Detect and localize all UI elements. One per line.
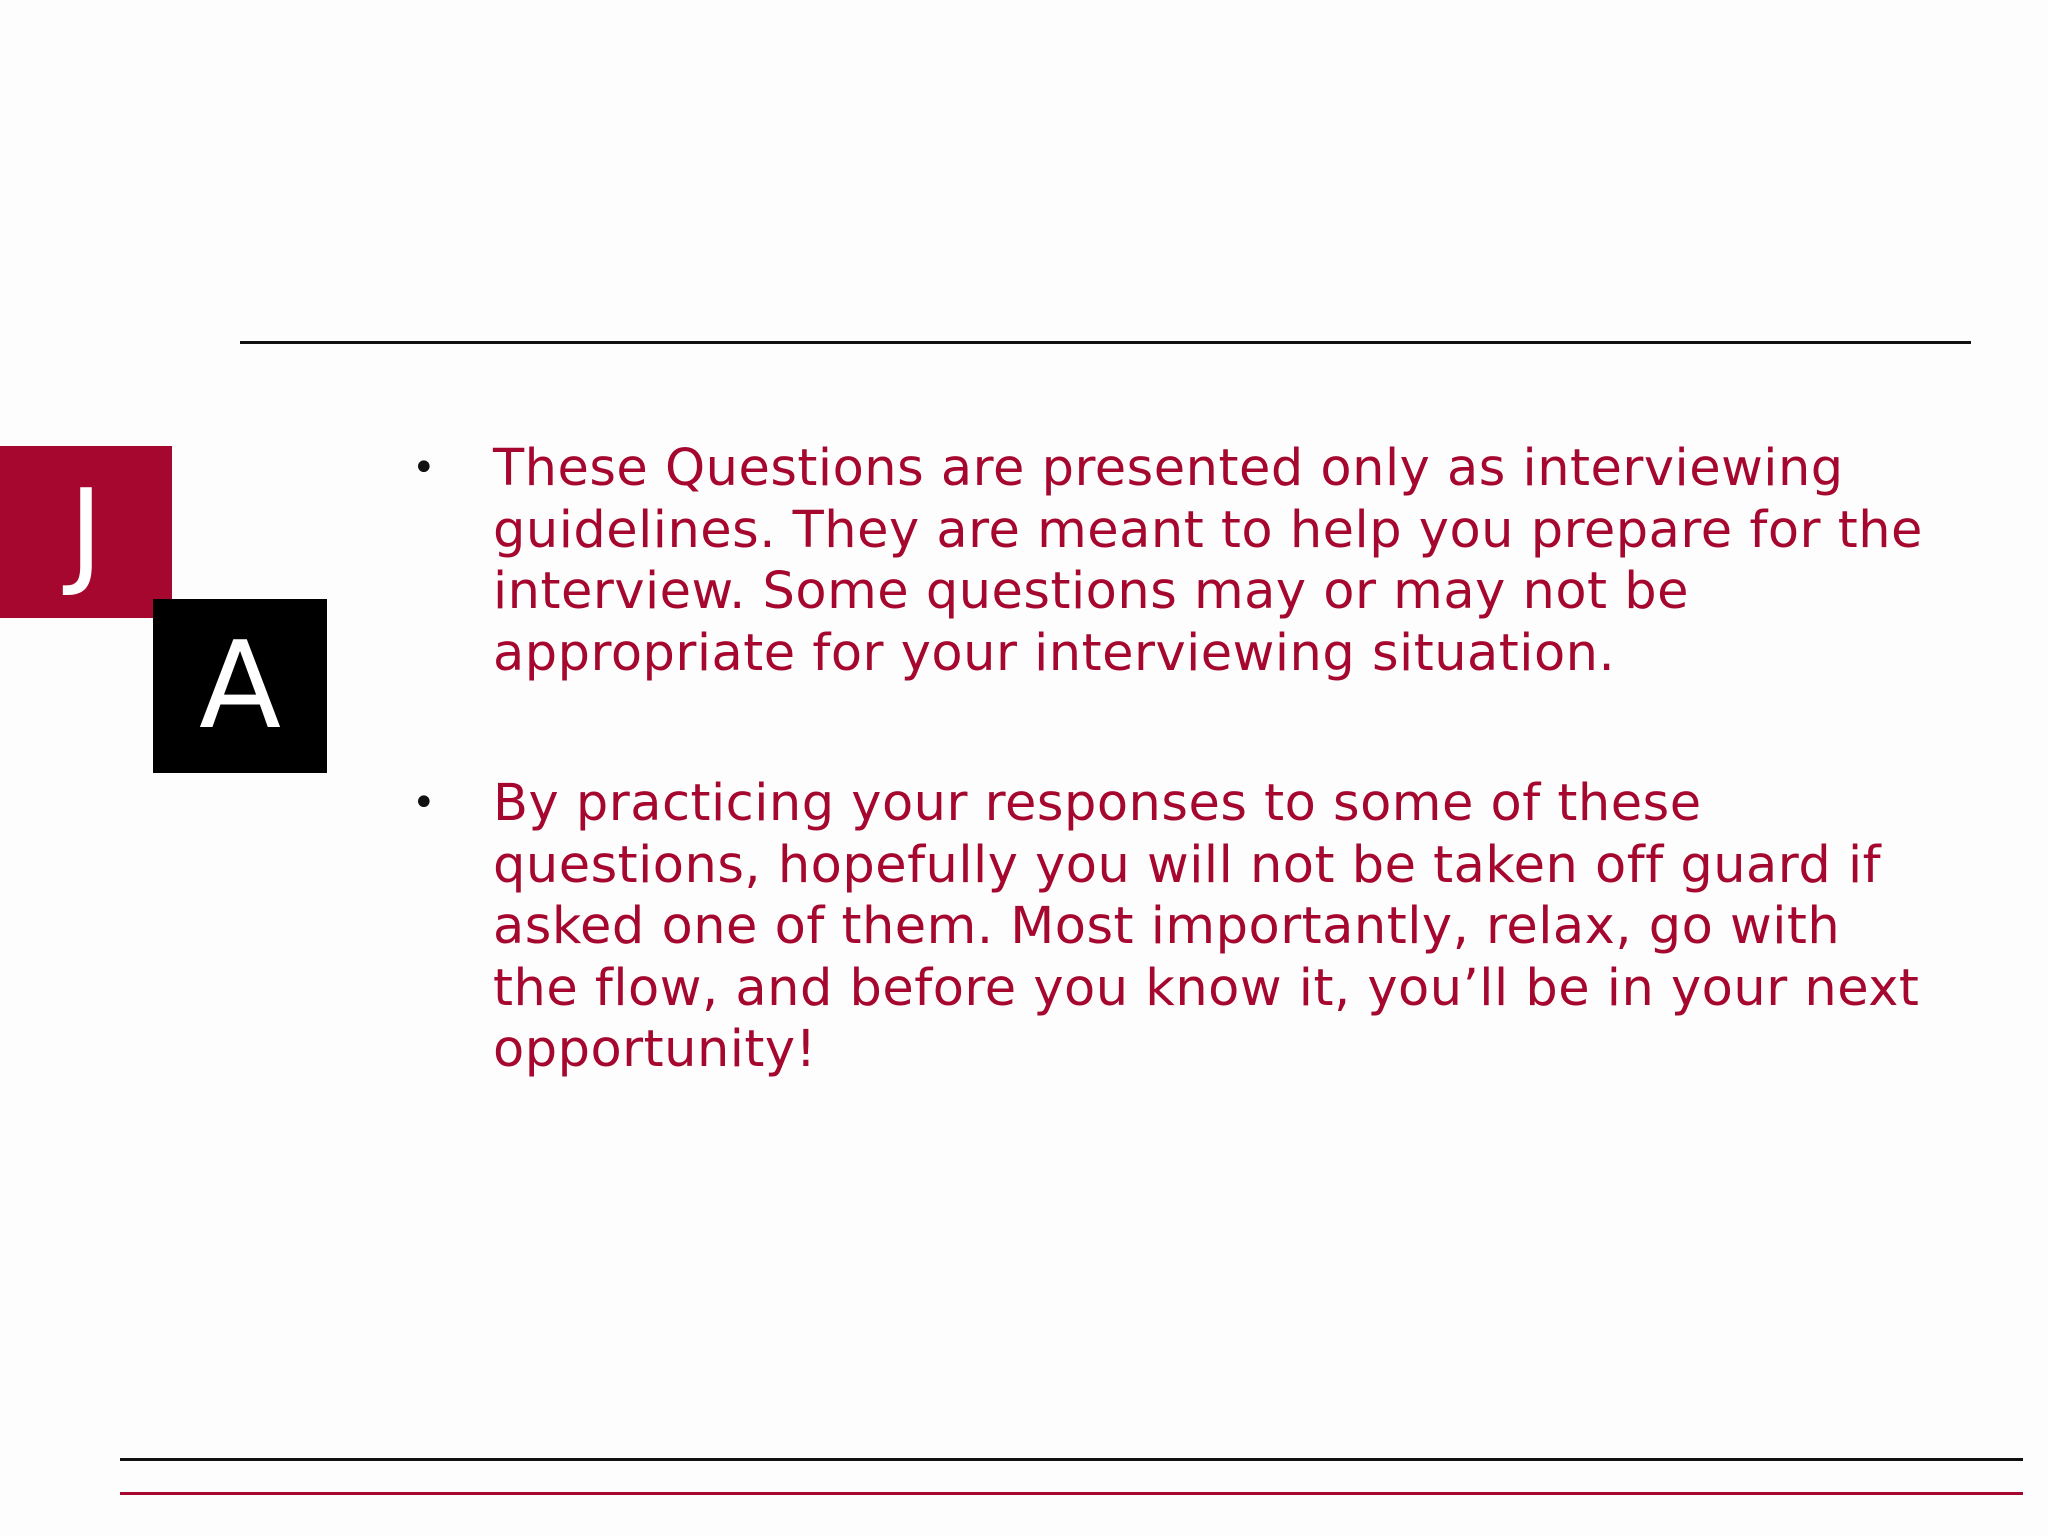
logo-letter-a: A bbox=[198, 616, 282, 756]
logo-letter-j: J bbox=[68, 464, 104, 600]
bullet-item bbox=[400, 438, 1940, 684]
bullet-icon: • bbox=[412, 445, 437, 491]
bottom-divider-red bbox=[120, 1492, 2023, 1495]
logo-letter-j-block bbox=[0, 446, 172, 618]
bullet-list bbox=[400, 438, 1940, 1081]
top-divider bbox=[240, 341, 1971, 344]
logo-letter-a-block bbox=[153, 599, 327, 773]
bottom-divider-dark bbox=[120, 1458, 2023, 1461]
bullet-icon: • bbox=[412, 780, 437, 826]
bullet-text: These Questions are presented only as interviewing guidelines. They are meant to help you prepare for the interview. Some questions may or may not be appropriate for your interviewing situation. bbox=[493, 439, 1923, 683]
bullet-item bbox=[400, 773, 1940, 1081]
bullet-text: By practicing your responses to some of these questions, hopefully you will not be taken off guard if asked one of them. Most importantly, relax, go with the flow, and before you know it, you’ll be in your next opportunity! bbox=[493, 774, 1920, 1079]
